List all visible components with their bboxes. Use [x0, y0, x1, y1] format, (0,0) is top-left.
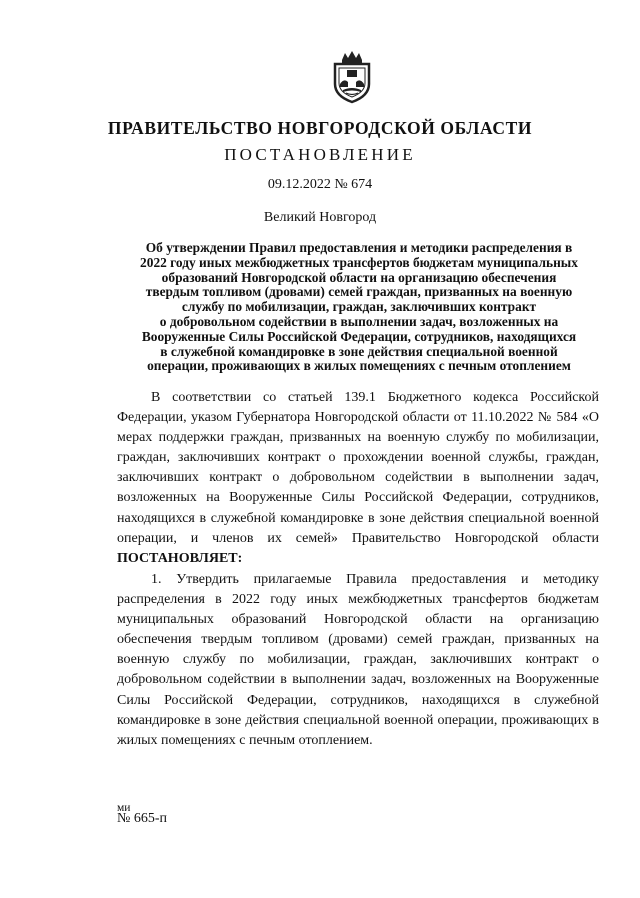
- coat-of-arms-icon: [328, 50, 376, 104]
- subject-line: образований Новгородской области на организацию обеспечения: [161, 269, 557, 285]
- footer-code: ми: [117, 802, 131, 814]
- preamble-text: В соответствии со статьей 139.1 Бюджетного кодекса Российской Федерации, указом Губернатора Новгородской области от 11.10.2022 № 584 «О мерах поддержки граждан, призванных на военную службу по мобилизации, граждан, заключивших контракт о прохождении военной службы, граждан, заключивших контракт о добровольном содействии в выполнении задач, возложенных на Вооруженные Силы Российской Федерации, сотрудников, находящихся в служебной командировке в зоне действия специальной военной операции, и членов их семей» Правительство Новгородской области: [117, 390, 599, 546]
- subject-line: операции, проживающих в жилых помещениях с печным отоплением: [147, 358, 571, 374]
- item-1-text: 1. Утвердить прилагаемые Правила предоставления и методику распределения в 2022 году иных межбюджетных трансфертов бюджетам муниципальных образований Новгородской области на организацию обеспечения твердым топливом (дровами) семей граждан, призванных на военную службу по мобилизации, граждан, заключивших контракт о добровольном содействии в выполнении задач, возложенных на Вооруженные Силы Российской Федерации, сотрудников, находящихся в служебной командировке в зоне действия специальной военной операции, проживающих в жилых помещениях с печным отоплением.: [117, 572, 599, 748]
- subject-line: в служебной командировке в зоне действия специальной военной: [160, 343, 558, 359]
- decree-word: ПОСТАНОВЛЯЕТ:: [117, 550, 243, 566]
- subject-line: Вооруженные Силы Российской Федерации, сотрудников, находящихся: [141, 328, 577, 344]
- document-subject: [112, 241, 606, 374]
- document-type: ПОСТАНОВЛЕНИЕ: [224, 145, 416, 164]
- city: Великий Новгород: [263, 210, 377, 225]
- government-title: ПРАВИТЕЛЬСТВО НОВГОРОДСКОЙ ОБЛАСТИ: [107, 118, 533, 138]
- subject-line: твердым топливом (дровами) семей граждан, призванных на военную: [145, 284, 573, 300]
- subject-line: 2022 году иных межбюджетных трансфертов бюджетам муниципальных: [140, 254, 578, 270]
- item-1-paragraph: [117, 570, 599, 751]
- date-number: 09.12.2022 № 674: [267, 177, 373, 192]
- subject-line: о добровольном содействии в выполнении задач, возложенных на: [159, 313, 559, 329]
- footer-number: № 665-п: [117, 811, 168, 826]
- subject-line: Об утверждении Правил предоставления и методики распределения в: [145, 240, 573, 255]
- preamble-paragraph: [117, 388, 599, 569]
- subject-line: службу по мобилизации, граждан, заключивших контракт: [181, 299, 537, 315]
